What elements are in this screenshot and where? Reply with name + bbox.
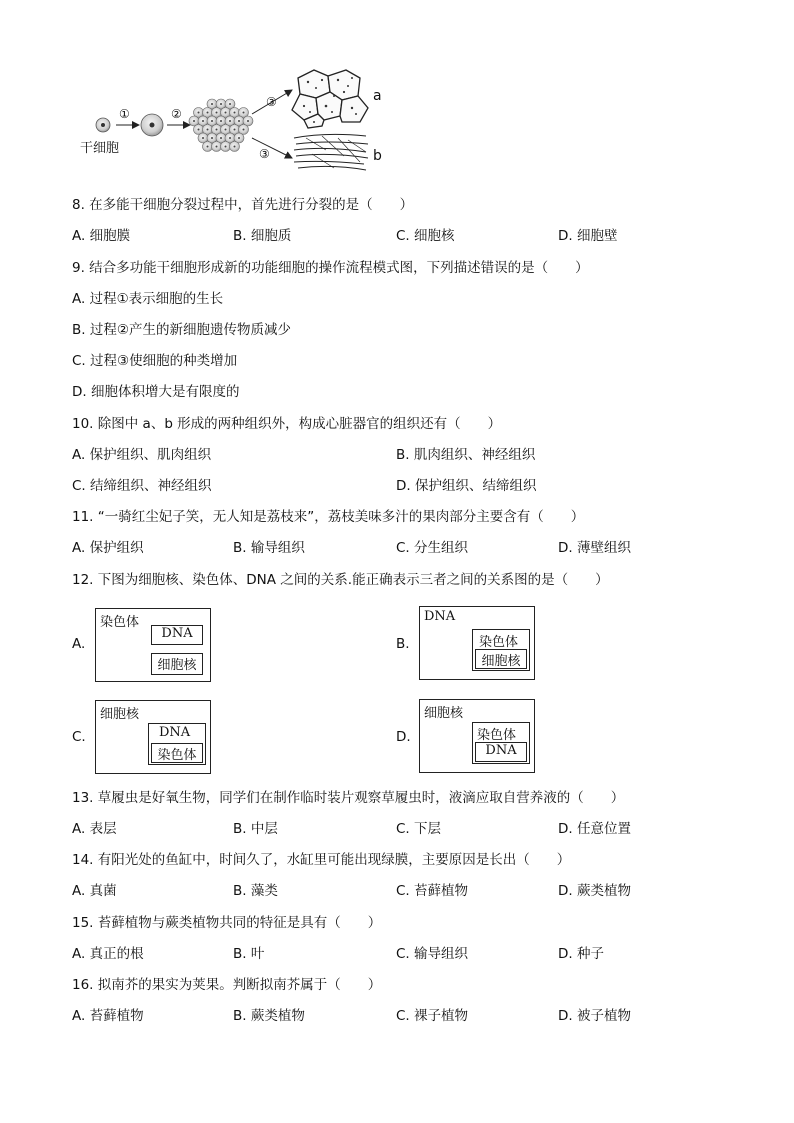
diagram-b-inner1-box <box>472 629 530 671</box>
cluster-cell-nucleus <box>198 112 200 114</box>
q15-option-b[interactable]: B. 叶 <box>233 946 265 962</box>
stem-cell-diagram <box>76 66 396 174</box>
q12-option-c[interactable]: C. <box>72 729 86 745</box>
cluster-cell-nucleus <box>216 112 218 114</box>
question-8-stem: 8. 在多能干细胞分裂过程中，首先进行分裂的是（ ） <box>72 197 414 213</box>
cluster-cell-nucleus <box>225 112 227 114</box>
q8-option-c[interactable]: C. 细胞核 <box>396 228 455 244</box>
cluster-cell-nucleus <box>243 129 245 131</box>
q9-option-a[interactable]: A. 过程①表示细胞的生长 <box>72 291 224 307</box>
step3b-arrow <box>252 138 292 158</box>
cluster-cell-nucleus <box>229 120 231 122</box>
cluster-cell-nucleus <box>220 103 222 105</box>
diagram-b-inner2: 细胞核 <box>475 649 527 669</box>
cluster-cell-nucleus <box>238 137 240 139</box>
q15-option-c[interactable]: C. 输导组织 <box>396 946 469 962</box>
diagram-c-outer-label: 细胞核 <box>100 707 140 722</box>
cluster-cell-nucleus <box>207 112 209 114</box>
cluster-cell-nucleus <box>225 129 227 131</box>
diagram-b-outer-label: DNA <box>424 609 456 624</box>
q15-option-a[interactable]: A. 真正的根 <box>72 946 144 962</box>
question-13-stem: 13. 草履虫是好氧生物，同学们在制作临时装片观察草履虫时，液滴应取自营养液的（ ） <box>72 790 625 806</box>
question-9-stem: 9. 结合多功能干细胞形成新的功能细胞的操作流程模式图，下列描述错误的是（ ） <box>72 260 589 276</box>
q14-option-d[interactable]: D. 蕨类植物 <box>558 883 631 899</box>
q16-option-d[interactable]: D. 被子植物 <box>558 1008 631 1024</box>
cluster-cell-nucleus <box>211 120 213 122</box>
cluster-cell-nucleus <box>216 146 218 148</box>
question-12-stem: 12. 下图为细胞核、染色体、DNA 之间的关系.能正确表示三者之间的关系图的是（ ） <box>72 572 609 588</box>
q9-option-b[interactable]: B. 过程②产生的新细胞遗传物质减少 <box>72 322 291 338</box>
cluster-cell-nucleus <box>211 137 213 139</box>
q11-option-a[interactable]: A. 保护组织 <box>72 540 144 556</box>
q8-option-b[interactable]: B. 细胞质 <box>233 228 292 244</box>
q12-option-d[interactable]: D. <box>396 729 411 745</box>
cell-cluster <box>189 99 253 152</box>
stem-cell-small <box>96 118 110 132</box>
cluster-cell-nucleus <box>229 137 231 139</box>
diagram-b-outer <box>419 606 535 680</box>
question-10-stem: 10. 除图中 a、b 形成的两种组织外，构成心脏器官的组织还有（ ） <box>72 416 502 432</box>
diagram-b-inner1: 染色体 <box>479 635 519 650</box>
diagram-a-inner2: 细胞核 <box>151 653 203 675</box>
diagram-c-outer <box>95 700 211 774</box>
q12-option-a[interactable]: A. <box>72 636 86 652</box>
step3b-label: ③ <box>259 147 270 161</box>
question-11-stem: 11. “一骑红尘妃子笑，无人知是荔枝来”，荔枝美味多汁的果肉部分主要含有（ ） <box>72 509 585 525</box>
q8-option-d[interactable]: D. 细胞壁 <box>558 228 618 244</box>
cluster-cell-nucleus <box>234 129 236 131</box>
cluster-cell-nucleus <box>216 129 218 131</box>
cluster-cell-nucleus <box>193 120 195 122</box>
cluster-cell-nucleus <box>225 146 227 148</box>
q11-option-b[interactable]: B. 输导组织 <box>233 540 305 556</box>
question-14-stem: 14. 有阳光处的鱼缸中，时间久了，水缸里可能出现绿膜，主要原因是长出（ ） <box>72 852 571 868</box>
q10-option-c[interactable]: C. 结缔组织、神经组织 <box>72 478 212 494</box>
stem-cell-label: 干细胞 <box>80 141 120 156</box>
cluster-cell-nucleus <box>211 103 213 105</box>
question-16-stem: 16. 拟南芥的果实为荚果。判断拟南芥属于（ ） <box>72 977 382 993</box>
cluster-cell-nucleus <box>202 137 204 139</box>
q14-option-c[interactable]: C. 苔藓植物 <box>396 883 469 899</box>
q16-option-b[interactable]: B. 蕨类植物 <box>233 1008 305 1024</box>
q10-option-d[interactable]: D. 保护组织、结缔组织 <box>396 478 537 494</box>
step1-label: ① <box>119 107 130 121</box>
step2-label: ② <box>171 107 182 121</box>
step3a-label: ③ <box>266 95 277 109</box>
q12-option-b[interactable]: B. <box>396 636 410 652</box>
label-b: b <box>373 148 382 164</box>
label-a: a <box>373 88 382 104</box>
q14-option-a[interactable]: A. 真菌 <box>72 883 117 899</box>
cluster-cell-nucleus <box>234 146 236 148</box>
cluster-cell-nucleus <box>207 146 209 148</box>
diagram-d-inner1-box <box>472 722 530 764</box>
q9-option-d[interactable]: D. 细胞体积增大是有限度的 <box>72 384 240 400</box>
q13-option-c[interactable]: C. 下层 <box>396 821 442 837</box>
q10-option-b[interactable]: B. 肌肉组织、神经组织 <box>396 447 536 463</box>
q13-option-b[interactable]: B. 中层 <box>233 821 278 837</box>
diagram-d-outer-label: 细胞核 <box>424 706 464 721</box>
q8-option-a[interactable]: A. 细胞膜 <box>72 228 131 244</box>
q9-option-c[interactable]: C. 过程③使细胞的种类增加 <box>72 353 238 369</box>
diagram-d-inner2: DNA <box>475 742 527 762</box>
q13-option-a[interactable]: A. 表层 <box>72 821 117 837</box>
diagram-a-inner1: DNA <box>151 625 203 645</box>
diagram-a-outer <box>95 608 211 682</box>
q13-option-d[interactable]: D. 任意位置 <box>558 821 631 837</box>
question-15-stem: 15. 苔藓植物与蕨类植物共同的特征是具有（ ） <box>72 915 382 931</box>
cluster-cell-nucleus <box>234 112 236 114</box>
diagram-c-inner1: DNA <box>159 725 191 740</box>
q10-option-a[interactable]: A. 保护组织、肌肉组织 <box>72 447 212 463</box>
diagram-d-inner1: 染色体 <box>477 728 517 743</box>
cluster-cell-nucleus <box>202 120 204 122</box>
stem-cell-grown <box>141 114 163 136</box>
tissue-b <box>294 134 368 170</box>
diagram-c-inner1-box <box>148 723 206 765</box>
cluster-cell-nucleus <box>220 137 222 139</box>
q15-option-d[interactable]: D. 种子 <box>558 946 604 962</box>
cluster-cell-nucleus <box>247 120 249 122</box>
cluster-cell-nucleus <box>207 129 209 131</box>
cluster-cell-nucleus <box>243 112 245 114</box>
cluster-cell-nucleus <box>238 120 240 122</box>
q11-option-d[interactable]: D. 薄壁组织 <box>558 540 631 556</box>
cluster-cell-nucleus <box>220 120 222 122</box>
q11-option-c[interactable]: C. 分生组织 <box>396 540 469 556</box>
q14-option-b[interactable]: B. 藻类 <box>233 883 278 899</box>
q16-option-c[interactable]: C. 裸子植物 <box>396 1008 469 1024</box>
diagram-d-outer <box>419 699 535 773</box>
cluster-cell-nucleus <box>198 129 200 131</box>
diagram-a-outer-label: 染色体 <box>100 615 140 630</box>
diagram-c-inner2: 染色体 <box>151 743 203 763</box>
q16-option-a[interactable]: A. 苔藓植物 <box>72 1008 144 1024</box>
cluster-cell-nucleus <box>229 103 231 105</box>
tissue-a <box>292 70 368 128</box>
